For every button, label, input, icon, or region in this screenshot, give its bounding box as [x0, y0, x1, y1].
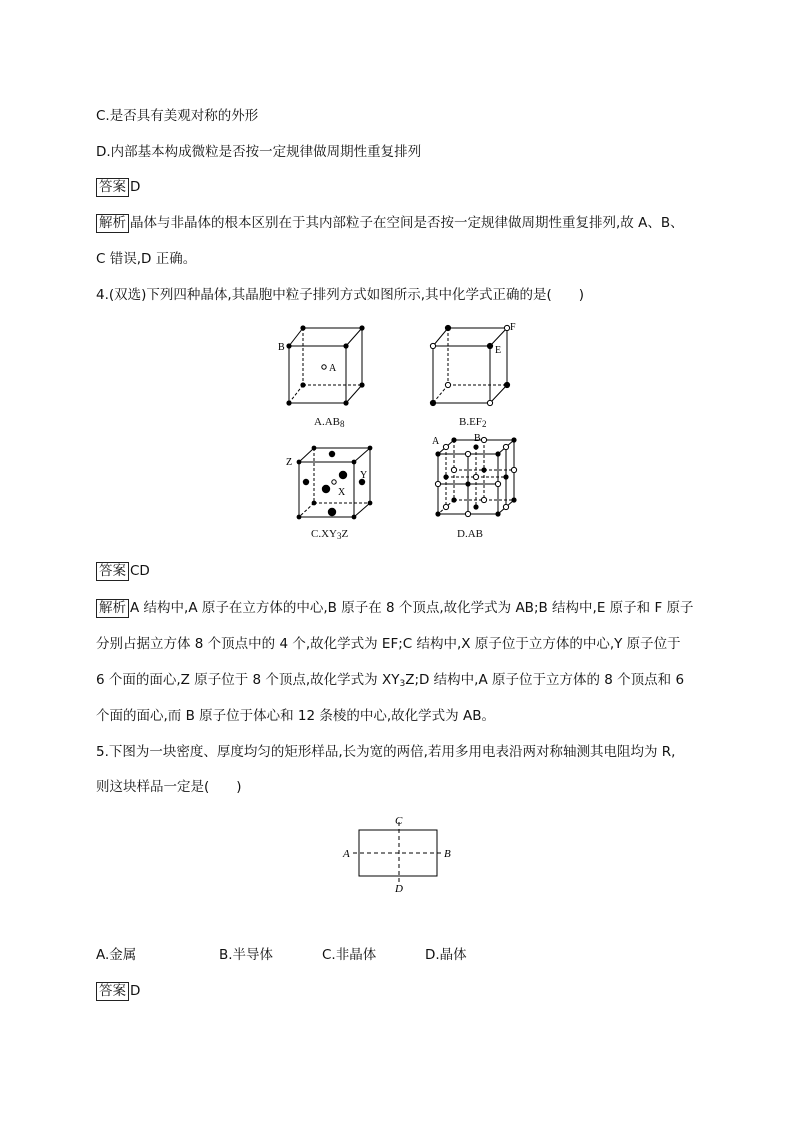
q3-analysis-2: C 错误,D 正确。 [96, 251, 197, 267]
label-b: B [444, 848, 451, 860]
label-b: B [278, 342, 285, 353]
caption-b: $B.EF_2$ [459, 416, 487, 429]
q3-option-c: C.是否具有美观对称的外形 [96, 108, 259, 124]
answer-value: D [130, 179, 141, 195]
q5-option-d: D.晶体 [425, 947, 467, 963]
label-e: E [495, 345, 502, 356]
label-d: D [395, 883, 403, 894]
caption-d: D.AB [457, 528, 483, 540]
q3-option-d: D.内部基本构成微粒是否按一定规律做周期性重复排列 [96, 144, 422, 160]
crystal-figure-c [282, 440, 382, 525]
analysis-tag: 解析 [96, 599, 129, 618]
crystal-figure-a [272, 320, 382, 415]
q4-analysis-2: 分别占据立方体 8 个顶点中的 4 个,故化学式为 EF;C 结构中,X 原子位于立方体的中心,Y 原子位于 [96, 636, 681, 652]
analysis-text: A 结构中,A 原子在立方体的中心,B 原子在 8 个顶点,故化学式为 AB;B 结构中,E 原子和 F 原子 [130, 600, 694, 616]
q5-option-b: B.半导体 [219, 947, 274, 963]
label-x: X [338, 487, 346, 498]
q4-analysis-4: 个面的面心,而 B 原子位于体心和 12 条棱的中心,故化学式为 AB。 [96, 708, 495, 724]
label-f: F [510, 322, 516, 333]
q4-analysis-1 [96, 598, 694, 618]
label-a: A [432, 436, 440, 447]
analysis-tag: 解析 [96, 214, 129, 233]
answer-value: CD [130, 563, 150, 579]
q5-stem-1: 5.下图为一块密度、厚度均匀的矩形样品,长为宽的两倍,若用多用电表沿两对称轴测其电阻均为 R, [96, 744, 676, 760]
q5-answer [96, 981, 140, 1001]
answer-value: D [130, 983, 141, 999]
q5-option-c: C.非晶体 [322, 947, 377, 963]
q3-analysis-1 [96, 213, 684, 233]
label-a: A [329, 363, 337, 374]
crystal-figure-b [420, 320, 530, 415]
q5-stem-2: 则这块样品一定是( ) [96, 779, 242, 795]
label-c: C [395, 815, 403, 827]
caption-c: $C.XY_3Z$ [311, 528, 349, 541]
q4-answer [96, 561, 150, 581]
label-y: Y [360, 470, 368, 481]
answer-tag: 答案 [96, 178, 129, 197]
q4-analysis-3: 6 个面的面心,Z 原子位于 8 个顶点,故化学式为 $XY_3Z;D$ 结构中,A 原子位于立方体的 8 个顶点和 6 [96, 672, 685, 689]
answer-tag: 答案 [96, 982, 129, 1001]
label-z: Z [286, 457, 293, 468]
label-a: A [343, 848, 350, 860]
q4-stem: 4.(双选)下列四种晶体,其晶胞中粒子排列方式如图所示,其中化学式正确的是( ) [96, 287, 585, 303]
caption-a: $A.AB_8$ [314, 416, 345, 429]
sample-rectangle-figure [338, 812, 462, 894]
crystal-figure-d [424, 432, 524, 524]
q3-answer [96, 177, 140, 197]
analysis-text: 晶体与非晶体的根本区别在于其内部粒子在空间是否按一定规律做周期性重复排列,故 A、B、 [130, 215, 684, 231]
q5-option-a: A.金属 [96, 947, 137, 963]
answer-tag: 答案 [96, 562, 129, 581]
label-b: B [474, 433, 481, 444]
